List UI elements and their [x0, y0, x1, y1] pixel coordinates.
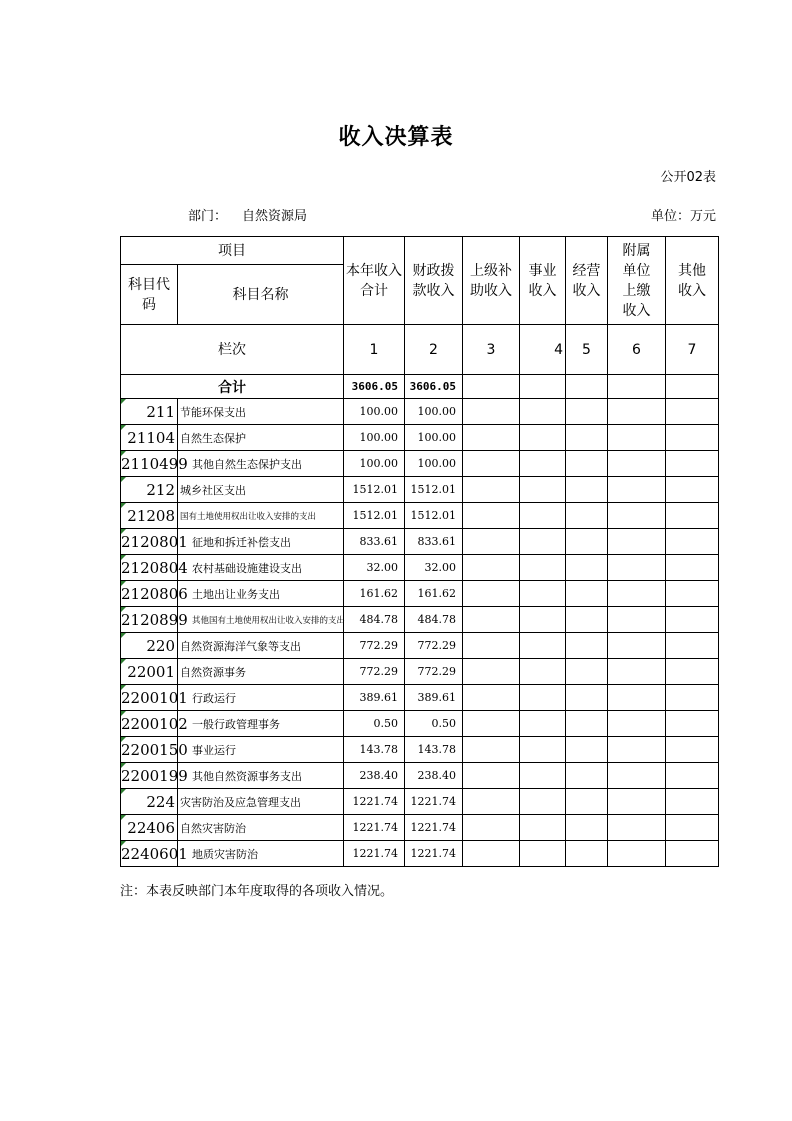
subject-code: 2200150 — [121, 737, 178, 763]
subject-name: 征地和拆迁补偿支出 — [178, 529, 344, 555]
table-row — [121, 789, 719, 815]
table-note: 注：本表反映部门本年度取得的各项收入情况。 — [120, 884, 394, 899]
subject-name: 其他自然生态保护支出 — [178, 451, 344, 477]
header-total: 本年收入合计 — [344, 237, 405, 325]
column-number: 5 — [566, 325, 608, 375]
subject-code: 22001 — [121, 659, 178, 685]
subject-name: 土地出让业务支出 — [178, 581, 344, 607]
income-total-cell: 161.62 — [344, 581, 405, 607]
table-row — [121, 815, 719, 841]
department-label: 部门： — [188, 209, 228, 224]
table-row — [121, 685, 719, 711]
unit-label: 单位：万元 — [650, 209, 716, 224]
fiscal-income-cell: 161.62 — [405, 581, 463, 607]
income-total-cell: 1512.01 — [344, 477, 405, 503]
subject-code: 211 — [121, 399, 178, 425]
fiscal-income-cell: 1221.74 — [405, 841, 463, 867]
income-total-cell: 772.29 — [344, 633, 405, 659]
subject-code: 2120899 — [121, 607, 178, 633]
subject-name: 农村基础设施建设支出 — [178, 555, 344, 581]
subject-code: 2110499 — [121, 451, 178, 477]
subject-code: 2120806 — [121, 581, 178, 607]
subject-code: 22406 — [121, 815, 178, 841]
table-row — [121, 581, 719, 607]
table-row — [121, 633, 719, 659]
table-row — [121, 451, 719, 477]
subject-code: 2120804 — [121, 555, 178, 581]
table-row — [121, 659, 719, 685]
fiscal-income-cell: 0.50 — [405, 711, 463, 737]
fiscal-income-cell: 100.00 — [405, 451, 463, 477]
total-fiscal: 3606.05 — [405, 375, 463, 399]
income-total-cell: 1221.74 — [344, 789, 405, 815]
table-row — [121, 425, 719, 451]
income-table — [120, 236, 719, 867]
header-superior: 上级补助收入 — [463, 237, 520, 325]
income-total-cell: 833.61 — [344, 529, 405, 555]
subject-code: 2200199 — [121, 763, 178, 789]
fiscal-income-cell: 389.61 — [405, 685, 463, 711]
total-label: 合计 — [121, 375, 344, 399]
fiscal-income-cell: 1221.74 — [405, 815, 463, 841]
table-row — [121, 607, 719, 633]
subject-name: 事业运行 — [178, 737, 344, 763]
column-number: 2 — [405, 325, 463, 375]
department-value: 自然资源局 — [242, 209, 308, 224]
total-row — [121, 375, 719, 399]
income-total-cell: 143.78 — [344, 737, 405, 763]
table-row — [121, 711, 719, 737]
table-row — [121, 399, 719, 425]
income-total-cell: 1512.01 — [344, 503, 405, 529]
fiscal-income-cell: 1512.01 — [405, 503, 463, 529]
subject-name: 节能环保支出 — [178, 399, 344, 425]
fiscal-income-cell: 484.78 — [405, 607, 463, 633]
subject-name: 其他自然资源事务支出 — [178, 763, 344, 789]
subject-name: 国有土地使用权出让收入安排的支出 — [178, 503, 344, 529]
subject-code: 2120801 — [121, 529, 178, 555]
subject-name: 城乡社区支出 — [178, 477, 344, 503]
subject-code: 224 — [121, 789, 178, 815]
total-income: 3606.05 — [344, 375, 405, 399]
fiscal-income-cell: 100.00 — [405, 399, 463, 425]
subject-name: 其他国有土地使用权出让收入安排的支出 — [178, 607, 344, 633]
subject-code: 21208 — [121, 503, 178, 529]
income-total-cell: 1221.74 — [344, 815, 405, 841]
subject-code: 2240601 — [121, 841, 178, 867]
form-number: 公开02表 — [660, 170, 716, 185]
subject-name: 自然生态保护 — [178, 425, 344, 451]
income-total-cell: 484.78 — [344, 607, 405, 633]
table-row — [121, 503, 719, 529]
table-row — [121, 555, 719, 581]
column-number: 1 — [344, 325, 405, 375]
fiscal-income-cell: 1512.01 — [405, 477, 463, 503]
table-row — [121, 737, 719, 763]
fiscal-income-cell: 32.00 — [405, 555, 463, 581]
subject-name: 行政运行 — [178, 685, 344, 711]
report-title: 收入决算表 — [338, 125, 454, 150]
subject-code: 220 — [121, 633, 178, 659]
header-column-no: 栏次 — [121, 325, 344, 375]
fiscal-income-cell: 833.61 — [405, 529, 463, 555]
income-total-cell: 389.61 — [344, 685, 405, 711]
subject-name: 一般行政管理事务 — [178, 711, 344, 737]
header-name: 科目名称 — [178, 265, 344, 325]
table-row — [121, 763, 719, 789]
header-affiliated: 附属单位上缴收入 — [608, 237, 666, 325]
subject-name: 自然资源事务 — [178, 659, 344, 685]
subject-name: 灾害防治及应急管理支出 — [178, 789, 344, 815]
subject-name: 地质灾害防治 — [178, 841, 344, 867]
subject-code: 21104 — [121, 425, 178, 451]
fiscal-income-cell: 238.40 — [405, 763, 463, 789]
subject-name: 自然资源海洋气象等支出 — [178, 633, 344, 659]
fiscal-income-cell: 143.78 — [405, 737, 463, 763]
income-total-cell: 772.29 — [344, 659, 405, 685]
table-row — [121, 841, 719, 867]
header-other: 其他收入 — [666, 237, 719, 325]
income-total-cell: 238.40 — [344, 763, 405, 789]
column-number: 6 — [608, 325, 666, 375]
subject-code: 2200102 — [121, 711, 178, 737]
header-fiscal: 财政拨款收入 — [405, 237, 463, 325]
column-number: 4 — [520, 325, 566, 375]
column-number: 3 — [463, 325, 520, 375]
fiscal-income-cell: 1221.74 — [405, 789, 463, 815]
income-total-cell: 100.00 — [344, 399, 405, 425]
header-code: 科目代码 — [121, 265, 178, 325]
subject-name: 自然灾害防治 — [178, 815, 344, 841]
income-total-cell: 100.00 — [344, 451, 405, 477]
income-total-cell: 32.00 — [344, 555, 405, 581]
subject-code: 212 — [121, 477, 178, 503]
income-total-cell: 100.00 — [344, 425, 405, 451]
header-item: 项目 — [121, 237, 344, 265]
fiscal-income-cell: 772.29 — [405, 633, 463, 659]
table-row — [121, 529, 719, 555]
fiscal-income-cell: 100.00 — [405, 425, 463, 451]
fiscal-income-cell: 772.29 — [405, 659, 463, 685]
income-total-cell: 0.50 — [344, 711, 405, 737]
header-business: 事业收入 — [520, 237, 566, 325]
header-operating: 经营收入 — [566, 237, 608, 325]
table-row — [121, 477, 719, 503]
income-total-cell: 1221.74 — [344, 841, 405, 867]
column-number: 7 — [666, 325, 719, 375]
subject-code: 2200101 — [121, 685, 178, 711]
